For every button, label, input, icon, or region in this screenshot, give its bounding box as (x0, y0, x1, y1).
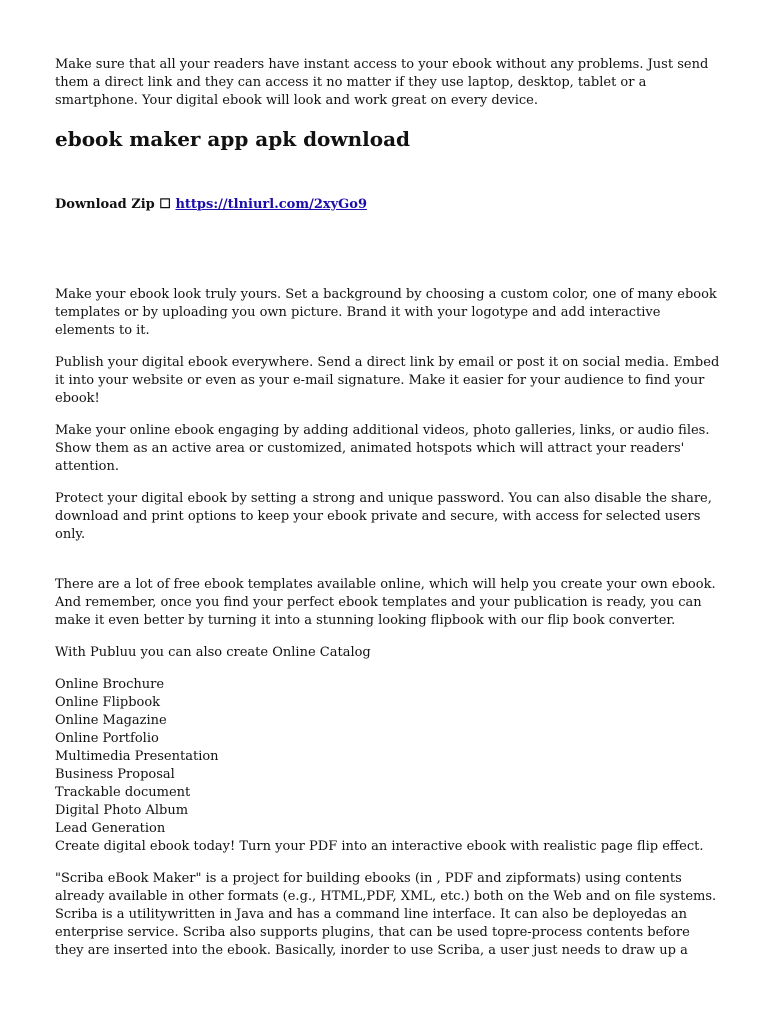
catalog-list (55, 676, 720, 856)
body-paragraph-protect: Protect your digital ebook by setting a strong and unique password. You can also disable the share, download and print options to keep your ebook private and secure, with access for selected users only. (55, 491, 712, 542)
document-page (55, 56, 720, 974)
list-item: Online Brochure (55, 677, 165, 692)
body-paragraph-publuu: With Publuu you can also create Online Catalog (55, 645, 371, 660)
list-item: Create digital ebook today! Turn your PDF into an interactive ebook with realistic page flip effect. (55, 839, 704, 854)
list-item: Online Magazine (55, 713, 167, 728)
list-item: Digital Photo Album (55, 803, 189, 818)
body-paragraph-customize: Make your ebook look truly yours. Set a background by choosing a custom color, one of many ebook templates or by uploading you own picture. Brand it with your logotype and add interactive elements to it. (55, 287, 717, 338)
download-link[interactable]: https://tlniurl.com/2xyGo9 (175, 197, 367, 212)
page-title: ebook maker app apk download (55, 127, 411, 151)
list-item: Trackable document (55, 785, 191, 800)
download-line (55, 196, 720, 214)
list-item: Online Flipbook (55, 695, 161, 710)
download-label: Download Zip ☐ (55, 197, 171, 212)
list-item: Business Proposal (55, 767, 175, 782)
body-paragraph-publish: Publish your digital ebook everywhere. Send a direct link by email or post it on social media. Embed it into your website or even as your e-mail signature. Make it easier for your audience to find your ebook! (55, 355, 720, 406)
closing-paragraph: "Scriba eBook Maker" is a project for building ebooks (in , PDF and zipformats) using contents already available in other formats (e.g., HTML,PDF, XML, etc.) both on the Web and on file systems. Scriba is a utilitywritten in Java and has a command line interface. It can also be deployedas an enterprise service. Scriba also supports plugins, that can be used topre-process contents before they are inserted into the ebook. Basically, inorder to use Scriba, a user just needs to draw up a (55, 871, 717, 958)
list-item: Online Portfolio (55, 731, 159, 746)
body-paragraph-engage: Make your online ebook engaging by adding additional videos, photo galleries, links, or audio files. Show them as an active area or customized, animated hotspots which will attract your readers' attention. (55, 423, 710, 474)
body-paragraph-templates: There are a lot of free ebook templates available online, which will help you create your own ebook. And remember, once you find your perfect ebook templates and your publication is ready, you can make it even better by turning it into a stunning looking flipbook with our flip book converter. (55, 577, 716, 628)
list-item: Lead Generation (55, 821, 166, 836)
list-item: Multimedia Presentation (55, 749, 219, 764)
intro-paragraph: Make sure that all your readers have instant access to your ebook without any problems. Just send them a direct link and they can access it no matter if they use laptop, desktop, tablet or a smartphone. Your digital ebook will look and work great on every device. (55, 57, 709, 108)
